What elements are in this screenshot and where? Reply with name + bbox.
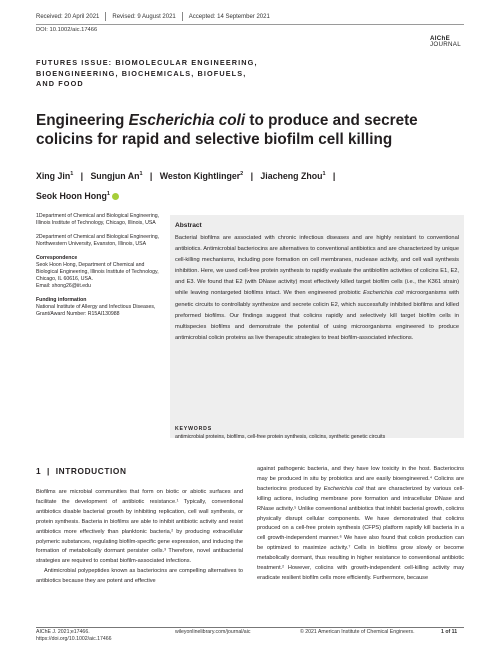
paragraph: Antimicrobial polypeptides known as bacteriocins are compelling alternatives to antibiotics because they are potent and effective [36,568,243,585]
correspondence-email[interactable]: Email: shong26@iit.edu [36,283,91,289]
author-affil: 1 [322,171,326,177]
journal-citation: AIChE J. 2021;e17466. [36,629,90,635]
journal-logo [430,36,464,49]
correspondence [36,255,160,290]
body-column-left [36,488,243,587]
orcid-icon[interactable] [112,193,119,200]
author-affil: 1 [106,190,110,197]
accepted-date: Accepted: 14 September 2021 [188,14,270,21]
paragraph [257,465,464,584]
separator: | [149,170,153,181]
affiliations-column [36,213,160,325]
doi-link[interactable]: https://doi.org/10.1002/aic.17466 [36,636,112,643]
abstract-text: microorganisms with genetic circuits to controllably synthesize and secrete colicin E2, which successfully inhibited biofilms and killed preformed biofilms. Our findings suggest that colicins rapidly and selectively kill target biofilm cells in multispecies biofilms and demonstrate the potential of using microorganisms engineered to produce antimicrobial colicin proteins as live therapeutic strategies to treat biofilm-associated infections. [175,290,459,341]
author-list [36,165,436,205]
abstract-heading: Abstract [175,222,202,229]
keywords-heading: KEYWORDS [175,426,212,432]
paragraph: Biofilms are microbial communities that form on biotic or abiotic surfaces and facilitate the development of antibiotic resistance.¹ Typically, conventional antibiotics disable bacterial growth by inhibiting replication, cell wall synthesis, or protein synthesis. Bacteria in biofilms are able to inhibit antibiotic activity and resist antibiotics more effectively than planktonic bacteria,² by producing extracellular polymeric substances, regulating biofilm-specific gene expression, and inducing the formation of metabolically dormant persister cells.³ Therefore, novel antibacterial strategies are required to combat biofilm-associated infections. [36,489,243,565]
separator: | [332,170,336,181]
funding [36,297,160,318]
author-name[interactable]: Sungjun An [90,170,140,181]
paragraph-text: that are characterized by various cell-killing actions, including membrane pore formation and intracellular DNase and RNase activity.⁵ Unlike conventional antibiotics that inhibit bacterial growth, colicins physically disrupt cellular components. We have demonstrated that colicins produced on a cell-free protein synthesis (CFPS) platform rapidly kill bacteria in a cell growth-independent manner.⁶ We have also found that colicin production can be optimized to maximize activity.⁷ Cells in biofilms grow slowly or become metabolically dormant, thus resulting in higher resistance to conventional antibiotic treatment.² However, colicins with growth-independent cell-killing activity may eradicate resilient biofilm cells more efficiently. Furthermore, because [257,485,464,581]
divider [105,12,106,21]
keywords-list: antimicrobial proteins, biofilms, cell-free protein synthesis, colicins, synthetic genetic circuits [175,434,386,440]
footer-left [36,629,112,643]
funding-body: National Institute of Allergy and Infectious Diseases, Grant/Award Number: R15AI130988 [36,304,156,317]
separator: | [80,170,84,181]
title-italic: Escherichia coli [128,112,246,129]
paper-title [36,111,466,149]
journal-site-link[interactable]: wileyonlinelibrary.com/journal/aic [175,629,251,635]
separator: | [47,466,50,476]
author-name[interactable]: Jiacheng Zhou [260,170,323,181]
revised-date: Revised: 9 August 2021 [112,14,176,21]
affiliation-1: 1Department of Chemical and Biological Engineering, Illinois Institute of Technology, Chicago, Illinois, USA [36,213,160,226]
author-affil: 1 [70,171,74,177]
affiliation-2: 2Department of Chemical and Biological Engineering, Northwestern University, Evanston, Illinois, USA [36,234,160,247]
separator: | [250,170,254,181]
copyright: © 2021 American Institute of Chemical Engineers. [300,629,415,635]
publication-dates [36,12,270,21]
doi: DOI: 10.1002/aic.17466 [36,27,98,33]
issue-label [36,58,336,90]
logo-line-1: AIChE [430,35,451,42]
paragraph-italic: Escherichia coli [323,485,364,492]
author-affil: 1 [139,171,143,177]
logo-line-2: JOURNAL [430,41,461,49]
correspondence-body: Seok Hoon Hong, Department of Chemical and Biological Engineering, Illinois Institute of Technology, Chicago, IL 60616, USA. [36,262,159,282]
received-date: Received: 20 April 2021 [36,14,100,21]
paragraph-text: against pathogenic bacteria, and they have low toxicity in the host. Bacteriocins may be produced in situ by probiotics and are easily bioengineered.⁴ Colicins are bacteriocins produced by [257,466,464,492]
title-part: Engineering [36,112,129,129]
abstract-body [175,233,459,344]
abstract-text: Bacterial biofilms are associated with chronic infectious diseases and are highly resistant to conventional antibiotics. Antimicrobial bacteriocins are alternatives to conventional antibiotics and are characterized by unique cell-killing mechanisms, including pore formation on cell membranes, nuclease activity, and cell wall synthesis inhibition. Here, we used cell-free protein synthesis to rapidly evaluate the antibiofilm activities of colicins E1, E2, and E3. We found that E2 (with DNase activity) most effectively killed target biofilm cells (i.e., the K361 strain) while leaving nontargeted biofilms intact. We then engineered probiotic [175,235,459,297]
author-affil: 2 [240,171,244,177]
page-number: 1 of 11 [441,629,458,635]
body-column-right [257,465,464,584]
abstract-italic: Escherichia coli [363,290,404,297]
issue-line-3: AND FOOD [36,79,84,88]
footer-rule [36,627,464,628]
section-number: 1 [36,466,42,476]
divider [182,12,183,21]
correspondence-heading: Correspondence [36,255,78,261]
abstract-box [170,215,464,438]
issue-line-1: FUTURES ISSUE: BIOMOLECULAR ENGINEERING, [36,58,258,67]
title-part: to produce and secrete colicins for rapid and selective biofilm cell killing [36,112,418,148]
funding-heading: Funding information [36,297,87,303]
author-name[interactable]: Weston Kightlinger [159,170,241,181]
author-name[interactable]: Xing Jin [36,170,71,181]
issue-line-2: BIOENGINEERING, BIOCHEMICALS, BIOFUELS, [36,68,247,78]
header-rule [36,24,464,25]
section-title: INTRODUCTION [55,466,127,476]
author-name[interactable]: Seok Hoon Hong [36,190,107,201]
section-heading [36,466,127,476]
